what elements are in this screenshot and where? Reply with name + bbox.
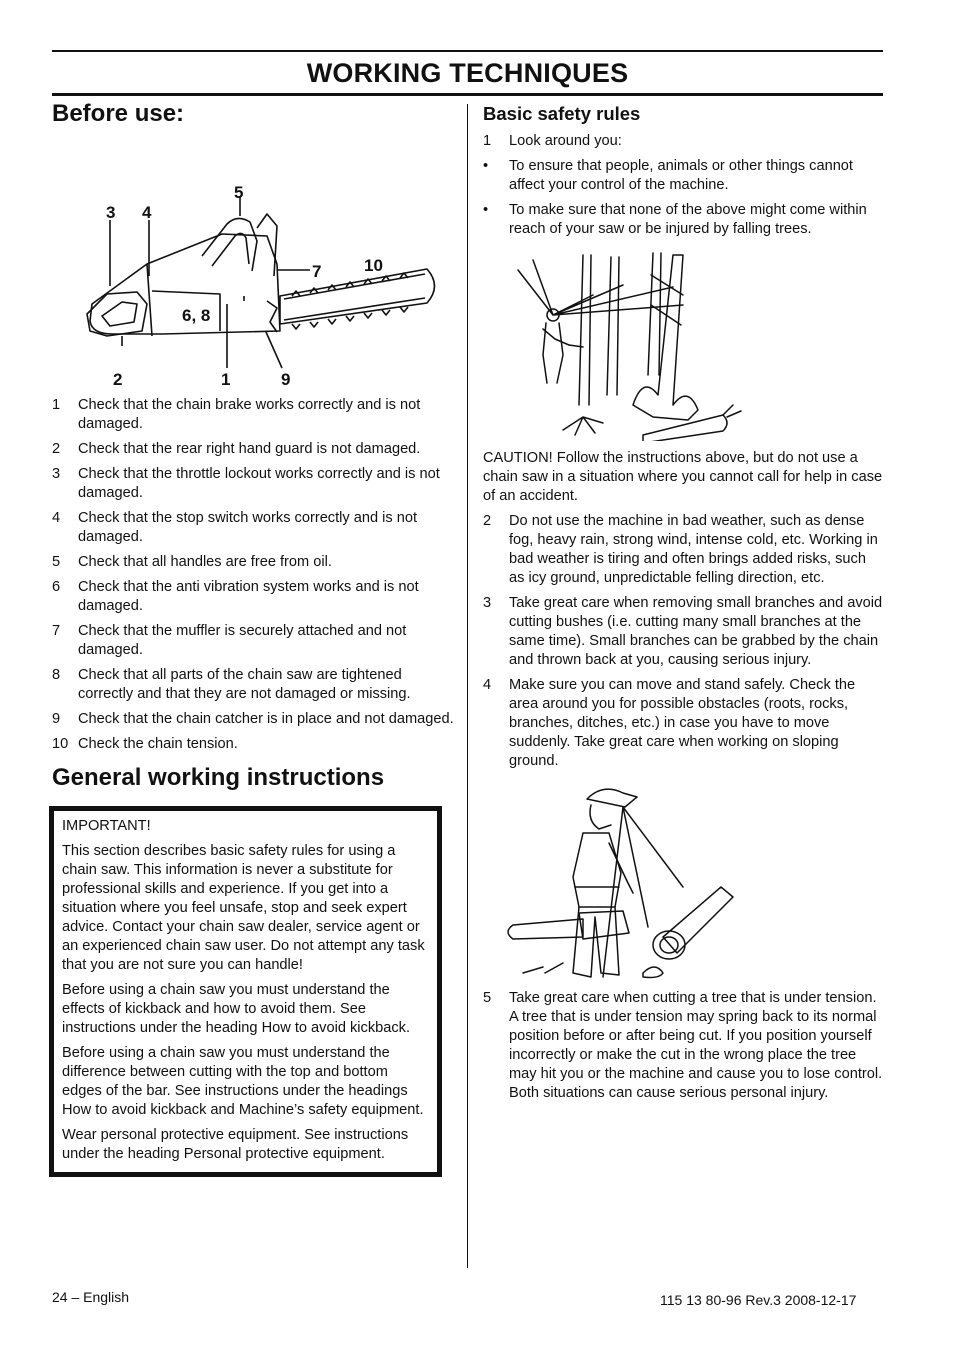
- list-item: 5 Check that all handles are free from oil.: [52, 554, 332, 570]
- basic-rules-list-3: [483, 989, 885, 1103]
- important-notice-box: [49, 806, 442, 1177]
- list-item: 8 Check that all parts of the chain saw are tightened correctly and that they are not damaged or missing.: [52, 667, 411, 702]
- list-item: 9 Check that the chain catcher is in place and not damaged.: [52, 711, 454, 727]
- list-item: 3 Take great care when removing small branches and avoid cutting bushes (i.e. cutting many small branches at the same time). Small branches can be grabbed by the chain and thrown back at you, causing serious injury.: [483, 595, 883, 668]
- worker-figure: [483, 777, 885, 989]
- right-column: [483, 100, 885, 1109]
- important-paragraph: Wear personal protective equipment. See instructions under the heading Personal protective equipment.: [62, 1127, 409, 1162]
- important-label: IMPORTANT!: [62, 818, 151, 834]
- figure-label-9: 9: [281, 370, 291, 389]
- page-title: WORKING TECHNIQUES: [306, 58, 629, 88]
- list-item: 3 Check that the throttle lockout works correctly and is not damaged.: [52, 466, 440, 501]
- figure-label-6-8: 6, 8: [182, 306, 211, 325]
- chainsaw-figure: [52, 136, 454, 390]
- list-item: 1 Check that the chain brake works correctly and is not damaged.: [52, 397, 421, 432]
- important-paragraph: Before using a chain saw you must understand the effects of kickback and how to avoid them. See instructions under the heading How to avoid kickback.: [62, 982, 411, 1036]
- header-rule-top: [52, 50, 883, 52]
- figure-label-1: 1: [221, 370, 231, 389]
- before-use-list: [52, 396, 454, 754]
- before-use-heading: Before use:: [52, 100, 185, 127]
- list-item: 5 Take great care when cutting a tree that is under tension. A tree that is under tension may spring back to its normal position before or after being cut. If you position yourself incorrectly or make the cut in the wrong place the tree may hit you or the machine and cause you to lose control. Both situations can cause serious personal injury.: [483, 990, 883, 1101]
- figure-label-2: 2: [113, 370, 123, 389]
- figure-label-4: 4: [142, 203, 152, 222]
- basic-rules-list-1: [483, 132, 885, 239]
- list-item: 4 Make sure you can move and stand safely. Check the area around you for possible obstacles (roots, rocks, branches, ditches, etc.) in case you have to move suddenly. Take great care when working on sloping ground.: [483, 677, 856, 769]
- important-paragraph: This section describes basic safety rules for using a chain saw. This information is never a substitute for professional skills and experience. If you get into a situation where you feel unsafe, stop and seek expert advice. Contact your chain saw dealer, service agent or an experienced chain saw user. Do not attempt any task that you are not sure you can handle!: [62, 843, 425, 973]
- bullet-item: • To ensure that people, animals or other things cannot affect your control of the machine.: [483, 158, 853, 193]
- list-item: 7 Check that the muffler is securely attached and not damaged.: [52, 623, 407, 658]
- general-instructions-heading: General working instructions: [52, 764, 385, 791]
- footer-page-number: 24 – English: [52, 1289, 130, 1305]
- forest-illustration: [483, 245, 885, 441]
- list-item: 6 Check that the anti vibration system works and is not damaged.: [52, 579, 419, 614]
- list-item: 4 Check that the stop switch works correctly and is not damaged.: [52, 510, 418, 545]
- list-item: 1 Look around you:: [483, 133, 622, 149]
- figure-label-7: 7: [312, 262, 322, 281]
- figure-label-10: 10: [364, 256, 383, 275]
- chainsaw-illustration: [52, 136, 454, 390]
- left-column: [52, 98, 454, 1177]
- basic-rules-list-2: [483, 512, 885, 771]
- important-paragraph: Before using a chain saw you must understand the difference between cutting with the top and bottom edges of the bar. See instructions under the headings How to avoid kickback and Machine’s safety equipment.: [62, 1045, 424, 1118]
- list-item: 2 Check that the rear right hand guard is not damaged.: [52, 441, 421, 457]
- footer-document-id: 115 13 80-96 Rev.3 2008-12-17: [660, 1292, 857, 1308]
- caution-text: CAUTION! Follow the instructions above, but do not use a chain saw in a situation where you cannot call for help in case of an accident.: [483, 450, 883, 504]
- column-divider: [467, 104, 468, 1268]
- figure-label-5: 5: [234, 183, 244, 202]
- header-rule-bottom: [52, 93, 883, 96]
- list-item: 10 Check the chain tension.: [52, 736, 238, 752]
- basic-safety-heading: Basic safety rules: [483, 103, 641, 124]
- list-item: 2 Do not use the machine in bad weather, such as dense fog, heavy rain, strong wind, intense cold, etc. Working in bad weather is tiring and often brings added risks, such as icy ground, unpredictable felling direction, etc.: [483, 513, 878, 586]
- figure-label-3: 3: [106, 203, 116, 222]
- forest-figure: [483, 245, 885, 441]
- bullet-item: • To make sure that none of the above might come within reach of your saw or be injured by falling trees.: [483, 202, 867, 237]
- worker-illustration: [483, 777, 885, 989]
